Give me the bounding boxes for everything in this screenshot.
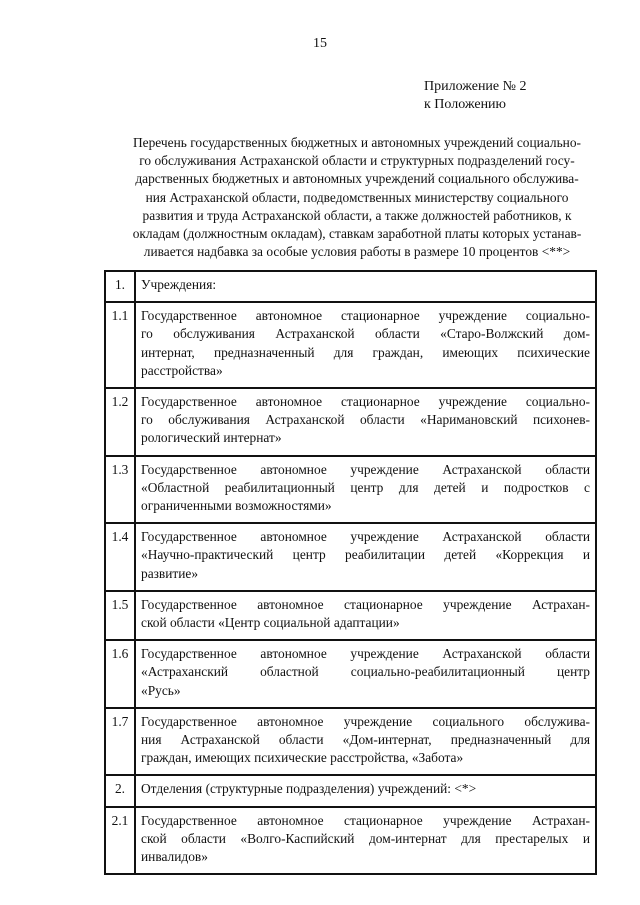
row-text xyxy=(135,388,596,456)
row-text-line: «Научно-практический центр реабилитации детей «Коррекция и xyxy=(141,547,590,563)
row-text xyxy=(135,302,596,388)
appendix-header xyxy=(424,78,527,114)
institutions-table xyxy=(104,270,597,875)
row-text-line: «Русь» xyxy=(141,682,181,698)
row-text-line: ской области «Центр социальной адаптации» xyxy=(141,615,400,631)
title-line: окладам (должностным окладам), ставкам заработной платы которых устанав- xyxy=(132,226,582,242)
title-line: ния Астраханской области, подведомственных министерству социального xyxy=(145,189,569,205)
row-text-line: «Областной реабилитационный центр для детей и подростков с xyxy=(141,479,590,495)
row-number: 1.1 xyxy=(105,302,135,388)
title-line: развития и труда Астраханской области, а также должностей работников, к xyxy=(142,207,572,223)
title-line: дарственных бюджетных и автономных учреждений социального обслужива- xyxy=(135,171,579,187)
title-line: ливается надбавка за особые условия работы в размере 10 процентов <**> xyxy=(143,244,571,260)
row-text-line: Государственное автономное учреждение Астраханской области xyxy=(141,646,590,662)
document-title xyxy=(100,134,614,261)
row-number: 1.3 xyxy=(105,456,135,524)
row-number: 1.4 xyxy=(105,523,135,591)
row-text xyxy=(135,591,596,640)
row-text xyxy=(135,640,596,708)
table-row xyxy=(105,271,596,302)
table-row xyxy=(105,640,596,708)
table-row xyxy=(105,807,596,875)
row-text-line: Учреждения: xyxy=(141,277,217,292)
row-text-line: Государственное автономное учреждение Астраханской области xyxy=(141,529,590,545)
row-number: 1.5 xyxy=(105,591,135,640)
row-text-line: расстройства» xyxy=(141,362,223,378)
row-text-line: Отделения (структурные подразделения) учреждений: <*> xyxy=(141,781,477,797)
appendix-reference: к Положению xyxy=(424,97,507,112)
table-row xyxy=(105,456,596,524)
row-text xyxy=(135,523,596,591)
row-text-line: Государственное автономное стационарное учреждение Астрахан- xyxy=(141,812,590,828)
row-text-line: инвалидов» xyxy=(141,849,208,865)
row-text-line: «Астраханский областной социально-реабилитационный центр xyxy=(141,664,590,680)
row-number: 2. xyxy=(105,775,135,806)
title-line: Перечень государственных бюджетных и автономных учреждений социально- xyxy=(132,135,582,150)
row-number: 1. xyxy=(105,271,135,302)
row-text-line: Государственное автономное стационарное учреждение социально- xyxy=(141,308,590,324)
row-text-line: го обслуживания Астраханской области «Наримановский психонев- xyxy=(141,412,590,428)
page-number: 15 xyxy=(313,36,327,51)
row-text-line: ния Астраханской области «Дом-интернат, предназначенный для xyxy=(141,732,590,748)
row-number: 1.7 xyxy=(105,708,135,776)
row-text-line: Государственное автономное учреждение Астраханской области xyxy=(141,461,590,477)
row-text-line: го обслуживания Астраханской области «Старо-Волжский дом- xyxy=(141,326,590,342)
table-row xyxy=(105,388,596,456)
row-text-line: Государственное автономное стационарное учреждение социально- xyxy=(141,394,590,410)
appendix-number: Приложение № 2 xyxy=(424,79,527,94)
row-number: 1.2 xyxy=(105,388,135,456)
row-text-line: Государственное автономное учреждение социального обслужива- xyxy=(141,713,590,729)
row-text xyxy=(135,271,596,302)
row-text-line: интернат, предназначенный для граждан, имеющих психические xyxy=(141,344,590,360)
row-number: 2.1 xyxy=(105,807,135,875)
row-text-line: Государственное автономное стационарное учреждение Астрахан- xyxy=(141,596,590,612)
table-row xyxy=(105,591,596,640)
row-text-line: развитие» xyxy=(141,565,199,581)
table-row xyxy=(105,775,596,806)
table-row xyxy=(105,302,596,388)
table-row xyxy=(105,523,596,591)
row-number: 1.6 xyxy=(105,640,135,708)
row-text-line: граждан, имеющих психические расстройства, «Забота» xyxy=(141,750,464,766)
row-text xyxy=(135,807,596,875)
row-text xyxy=(135,708,596,776)
row-text xyxy=(135,456,596,524)
row-text-line: рологический интернат» xyxy=(141,430,282,446)
row-text-line: ограниченными возможностями» xyxy=(141,498,332,514)
row-text-line: ской области «Волго-Каспийский дом-интернат для престарелых и xyxy=(141,830,590,846)
row-text xyxy=(135,775,596,806)
table-row xyxy=(105,708,596,776)
title-line: го обслуживания Астраханской области и структурных подразделений госу- xyxy=(139,153,575,169)
